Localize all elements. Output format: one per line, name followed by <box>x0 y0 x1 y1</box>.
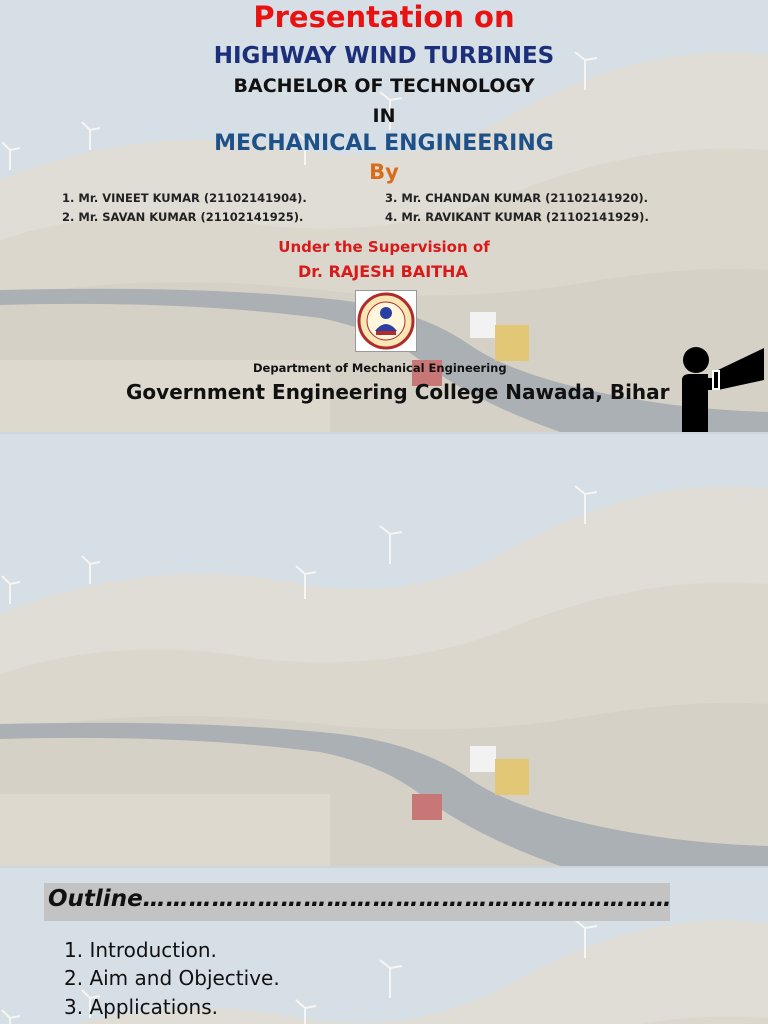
title-slide <box>0 0 768 432</box>
outline-heading: Outline…………………………………………………………… <box>48 886 672 912</box>
author-1: 1. Mr. VINEET KUMAR (21102141904). <box>62 191 307 205</box>
outline-slide <box>0 868 768 1024</box>
branch-name: MECHANICAL ENGINEERING <box>214 131 554 156</box>
author-4: 4. Mr. RAVIKANT KUMAR (21102141929). <box>385 210 649 224</box>
outline-item-3: 3. Applications. <box>64 995 218 1019</box>
department-name: Department of Mechanical Engineering <box>253 361 507 375</box>
by-label: By <box>369 160 399 184</box>
presentation-subtitle: HIGHWAY WIND TURBINES <box>213 43 555 69</box>
college-logo-icon <box>355 290 417 352</box>
author-3: 3. Mr. CHANDAN KUMAR (21102141920). <box>385 191 649 205</box>
author-2: 2. Mr. SAVAN KUMAR (21102141925). <box>62 210 304 224</box>
outline-item-1: 1. Introduction. <box>64 938 217 962</box>
degree-line: BACHELOR OF TECHNOLOGY <box>233 75 535 97</box>
megaphone-speaker-icon <box>678 340 768 432</box>
degree-in: IN <box>372 105 396 127</box>
supervision-label: Under the Supervision of <box>278 238 490 256</box>
background-highway-photo <box>0 434 768 866</box>
college-name: Government Engineering College Nawada, Bihar <box>126 380 670 404</box>
outline-item-2: 2. Aim and Objective. <box>64 966 280 990</box>
presentation-title: Presentation on <box>253 0 515 34</box>
supervisor-name: Dr. RAJESH BAITHA <box>298 262 468 281</box>
background-slide <box>0 434 768 866</box>
